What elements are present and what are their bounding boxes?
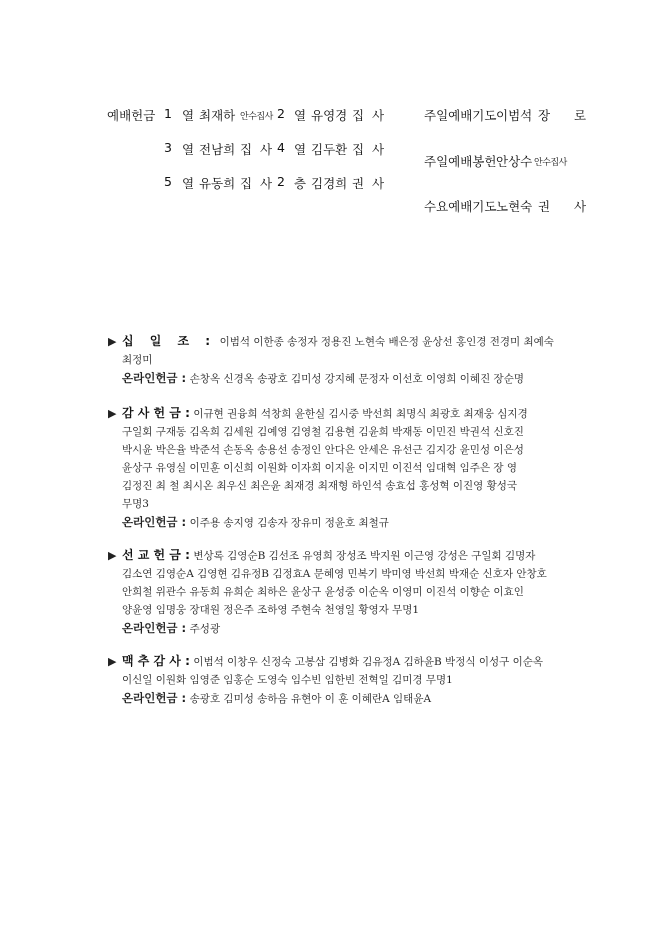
duty-label: 수요예배기도 (424, 199, 497, 214)
offering-row-1-a-title: 안수집사 (240, 112, 273, 122)
names-line: 윤상구 유영실 이민훈 이신희 이원화 이자희 이지윤 이지민 이진석 임대혁 임주은 장 영 (122, 462, 518, 474)
online-names: 이주용 송지영 김송자 장유미 정윤호 최철규 (189, 517, 389, 529)
duty-label: 주일예배봉헌 (424, 154, 497, 169)
offering-row-3-a-num: 5 (164, 174, 172, 189)
triangle-marker-icon: ▶ (108, 407, 117, 420)
offering-label: 예배헌금 (107, 108, 156, 123)
duty-title: 권 사 (538, 199, 597, 214)
duty-name: 안상수 (496, 154, 533, 169)
offering-row-1-a-num: 1 (164, 106, 172, 121)
offering-row-2-a-num: 3 (164, 140, 172, 155)
online-label: 온라인헌금 : (122, 691, 187, 705)
names-line: 최정미 (122, 354, 153, 366)
section-head: 맥 추 감 사 : (122, 654, 190, 668)
names-line: 양윤영 임명웅 장대원 정은주 조하영 주현숙 천영일 황영자 무명1 (122, 604, 420, 616)
offering-row-3-b-pos: 층 (294, 176, 307, 191)
offering-row-3-a-title: 집 사 (240, 176, 275, 191)
names-line: 이규현 권융희 석창희 윤한실 김시중 박선희 최명식 최광호 최재웅 심지경 (193, 408, 528, 420)
online-names: 주성광 (189, 623, 221, 635)
names-line: 변상록 김영순B 김선조 유영희 장성조 박지원 이근영 강성은 구일회 김명자 (193, 550, 536, 562)
offering-row-3-b-name: 김경희 (311, 176, 348, 191)
duty-label: 주일예배기도 (424, 108, 497, 123)
offering-row-2-b-num: 4 (277, 140, 285, 155)
offering-row-3-b-num: 2 (277, 174, 285, 189)
names-line: 무명3 (122, 498, 149, 510)
section-mission (108, 546, 578, 638)
offering-row-2-a-name: 전남희 (199, 142, 236, 157)
duty-title: 장 로 (538, 108, 597, 123)
section-thanks (108, 404, 578, 532)
offering-row-1-a-pos: 열 (182, 108, 195, 123)
names-line: 이범석 이창우 신정숙 고봉삼 김병화 김유정A 김하윤B 박정식 이성구 이순옥 (193, 656, 544, 668)
names-line: 박시윤 박은율 박준석 손동옥 송용선 송정인 안다은 안세은 유선근 김지강 윤민성 이은성 (122, 444, 524, 456)
offering-row-2-b-title: 집 사 (352, 142, 387, 157)
offering-row-3-b-title: 권 사 (352, 176, 387, 191)
offering-row-1-b-num: 2 (277, 106, 285, 121)
duty-name: 노현숙 (496, 199, 533, 214)
offering-row-1-b-pos: 열 (294, 108, 307, 123)
names-line: 김정진 최 철 최시온 최우신 최은윤 최재경 최재형 하인석 송효섭 홍성혁 이진영 황성국 (122, 480, 518, 492)
offering-row-1-b-title: 집 사 (352, 108, 387, 123)
names-line: 김소연 김영순A 김영현 김유정B 김정효A 문혜영 민복기 박미영 박선희 박재순 신호자 안창호 (122, 568, 547, 580)
duty-name: 이범석 (496, 108, 533, 123)
offering-row-2-b-name: 김두환 (311, 142, 348, 157)
offering-row-2-b-pos: 열 (294, 142, 307, 157)
online-label: 온라인헌금 : (122, 371, 187, 385)
duty-title: 안수집사 (534, 158, 567, 168)
offering-row-1-b-name: 유영경 (311, 108, 348, 123)
names-line: 이신일 이원화 임영준 임홍순 도영숙 임수빈 임한빈 전혁일 김미경 무명1 (122, 674, 453, 686)
names-line: 구일회 구재동 김옥희 김세원 김예영 김영철 김용현 김윤희 박재동 이민진 박권석 신호진 (122, 426, 524, 438)
online-label: 온라인헌금 : (122, 515, 187, 529)
section-tithe (108, 332, 578, 388)
online-label: 온라인헌금 : (122, 621, 187, 635)
section-head: 감 사 헌 금 : (122, 406, 190, 420)
names-line: 이범석 이한종 송정자 정용진 노현숙 배은정 윤상선 홍인경 전경미 최예숙 (219, 336, 554, 348)
section-head: 십 일 조 : (122, 334, 217, 348)
section-harvest (108, 652, 578, 708)
online-names: 송광호 김미성 송하음 유현아 이 훈 이혜란A 임태윤A (189, 693, 432, 705)
triangle-marker-icon: ▶ (108, 335, 117, 348)
offering-row-2-a-title: 집 사 (240, 142, 275, 157)
offering-row-2-a-pos: 열 (182, 142, 195, 157)
triangle-marker-icon: ▶ (108, 549, 117, 562)
offering-row-3-a-name: 유동희 (199, 176, 236, 191)
names-line: 안희철 위관수 유동희 유희순 최하은 윤상구 윤성중 이순옥 이영미 이진석 이향순 이효인 (122, 586, 524, 598)
offering-row-1-a-name: 최재하 (199, 108, 236, 123)
triangle-marker-icon: ▶ (108, 655, 117, 668)
online-names: 손창옥 신경옥 송광호 김미성 강지혜 문정자 이선호 이영희 이혜진 장순명 (189, 373, 524, 385)
section-head: 선 교 헌 금 : (122, 548, 190, 562)
offering-row-3-a-pos: 열 (182, 176, 195, 191)
